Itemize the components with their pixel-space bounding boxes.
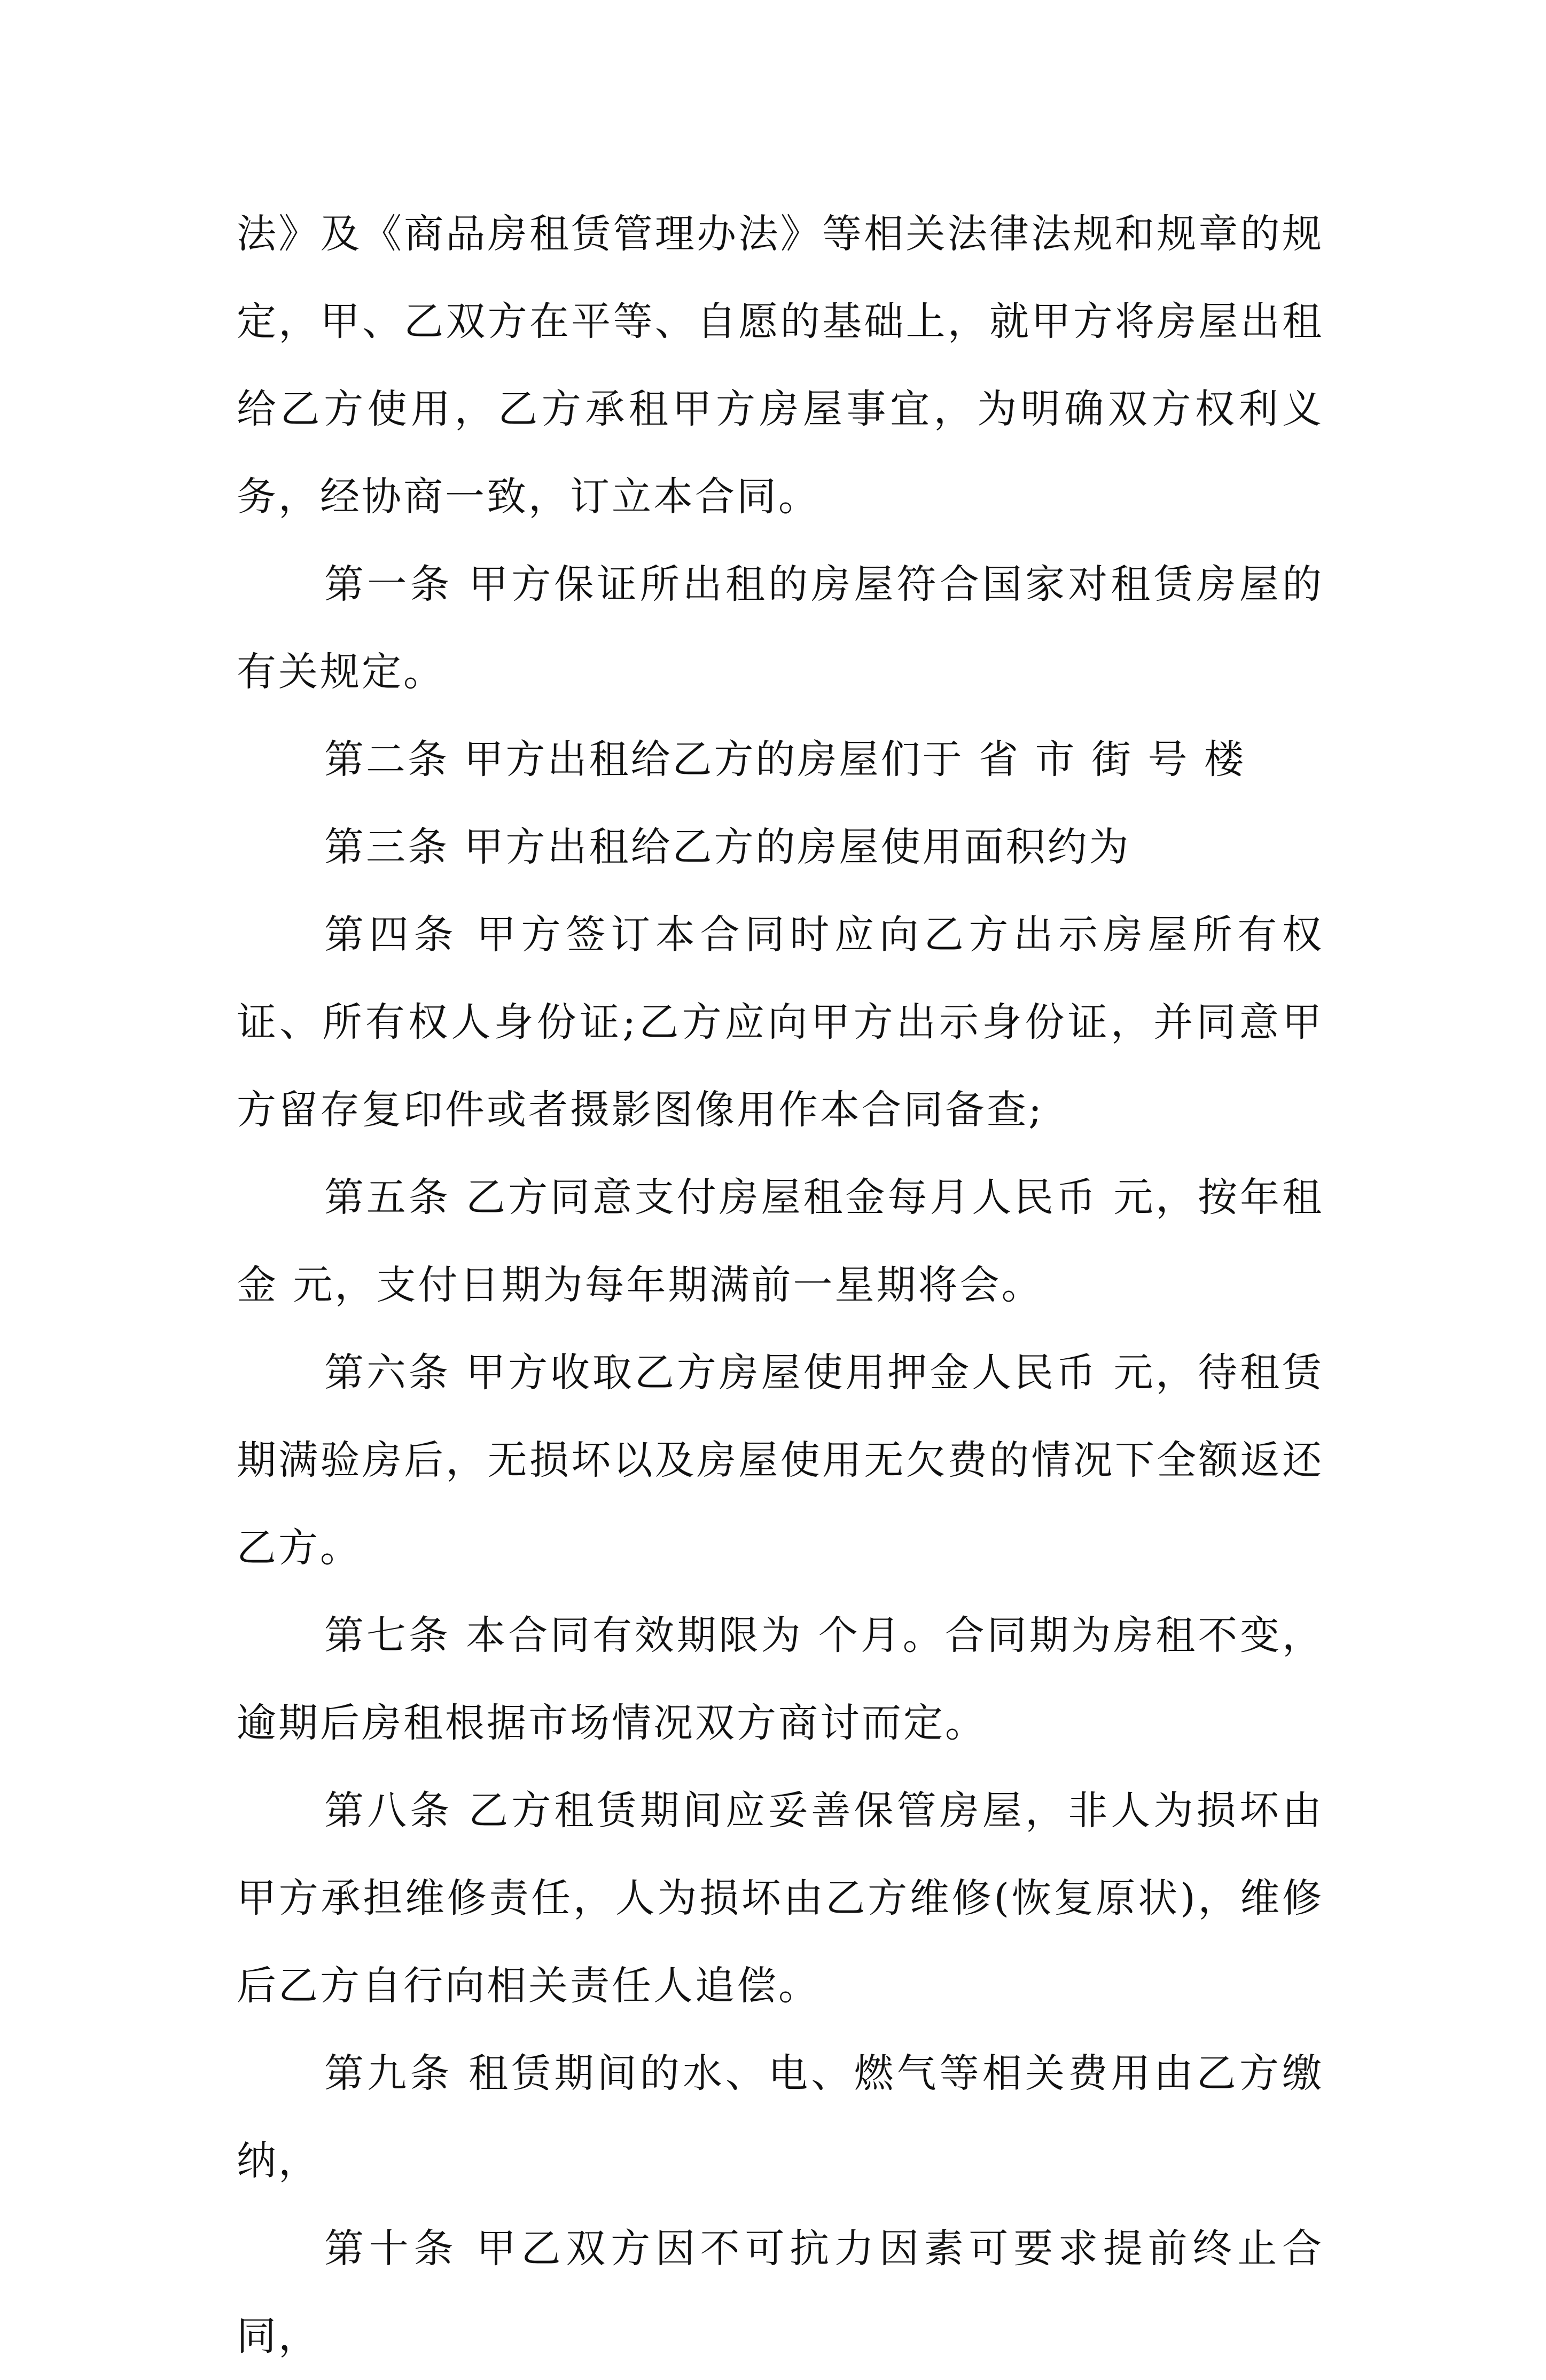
article-1: 第一条 甲方保证所出租的房屋符合国家对租赁房屋的有关规定。 <box>237 561 1324 695</box>
article-10: 第十条 甲乙双方因不可抗力因素可要求提前终止合同， <box>237 2226 1324 2359</box>
document-body <box>237 190 1324 2380</box>
article-6: 第六条 甲方收取乙方房屋使用押金人民币 元，待租赁期满验房后，无损坏以及房屋使用无欠费的情况下全额返还乙方。 <box>237 1350 1324 1571</box>
article-4: 第四条 甲方签订本合同时应向乙方出示房屋所有权证、所有权人身份证;乙方应向甲方出示身份证，并同意甲方留存复印件或者摄影图像用作本合同备查; <box>237 912 1324 1133</box>
article-3: 第三条 甲方出租给乙方的房屋使用面积约为 <box>324 824 1131 870</box>
article-5: 第五条 乙方同意支付房屋租金每月人民币 元，按年租金 元，支付日期为每年期满前一星期将会。 <box>237 1175 1324 1308</box>
article-8: 第八条 乙方租赁期间应妥善保管房屋，非人为损坏由甲方承担维修责任，人为损坏由乙方维修(恢复原状)，维修后乙方自行向相关责任人追偿。 <box>237 1788 1324 2009</box>
paragraph-intro: 法》及《商品房租赁管理办法》等相关法律法规和规章的规定，甲、乙双方在平等、自愿的基础上，就甲方将房屋出租给乙方使用，乙方承租甲方房屋事宜，为明确双方权利义务，经协商一致，订立本合同。 <box>237 211 1324 520</box>
article-2: 第二条 甲方出租给乙方的房屋们于 省 市 街 号 楼 <box>324 737 1246 782</box>
article-7: 第七条 本合同有效期限为 个月。合同期为房租不变，逾期后房租根据市场情况双方商讨而定。 <box>237 1612 1324 1746</box>
article-9: 第九条 租赁期间的水、电、燃气等相关费用由乙方缴纳， <box>237 2050 1324 2184</box>
